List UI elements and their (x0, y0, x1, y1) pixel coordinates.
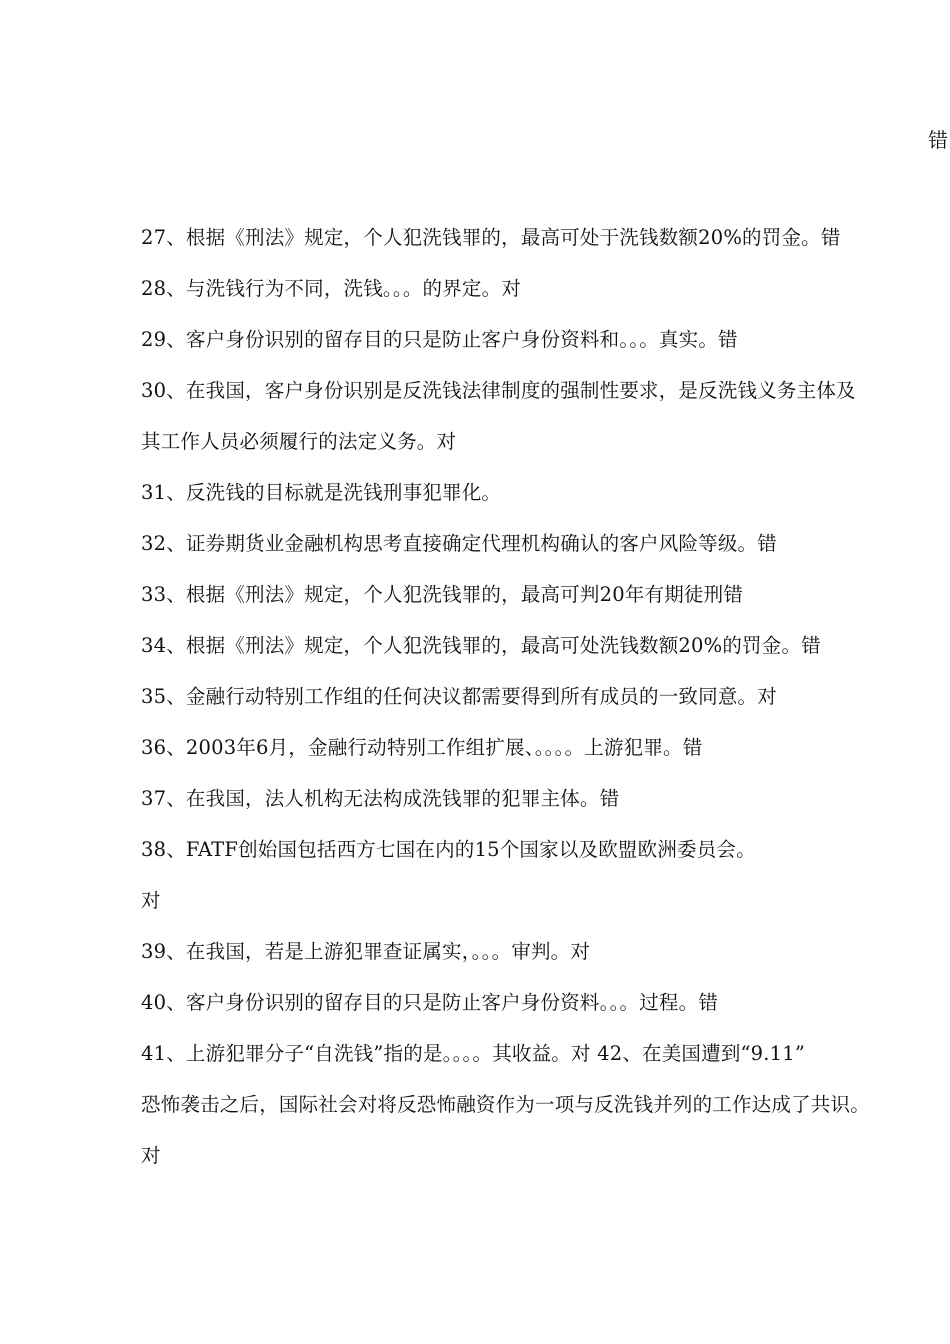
text-line: 37、在我国，法人机构无法构成洗钱罪的犯罪主体。错 (141, 787, 620, 810)
text-line: 对 (141, 889, 161, 912)
text-line: 其工作人员必须履行的法定义务。对 (141, 430, 457, 453)
text-line: 30、在我国，客户身份识别是反洗钱法律制度的强制性要求，是反洗钱义务主体及 (141, 379, 856, 402)
text-line: 36、2003年6月，金融行动特别工作组扩展、。。。。上游犯罪。错 (141, 736, 703, 759)
text-line: 39、在我国，若是上游犯罪查证属实，。。。审判。对 (141, 940, 591, 963)
question-list (141, 224, 950, 1193)
text-line: 27、根据《刑法》规定，个人犯洗钱罪的，最高可处于洗钱数额20%的罚金。错 (141, 226, 841, 249)
text-line: 31、反洗钱的目标就是洗钱刑事犯罪化。 (141, 481, 502, 504)
text-line: 34、根据《刑法》规定，个人犯洗钱罪的，最高可处洗钱数额20%的罚金。错 (141, 634, 821, 657)
text-line: 38、FATF创始国包括西方七国在内的15个国家以及欧盟欧洲委员会。 (141, 838, 756, 861)
top-answer-mark: 错 (928, 128, 948, 152)
text-line: 33、根据《刑法》规定，个人犯洗钱罪的，最高可判20年有期徒刑错 (141, 583, 744, 606)
text-line: 对 (141, 1144, 161, 1167)
text-line: 32、证券期货业金融机构思考直接确定代理机构确认的客户风险等级。错 (141, 532, 777, 555)
text-line: 40、客户身份识别的留存目的只是防止客户身份资料。。。过程。错 (141, 991, 719, 1014)
text-line: 恐怖袭击之后，国际社会对将反恐怖融资作为一项与反洗钱并列的工作达成了共识。 (141, 1093, 870, 1116)
text-line: 41、上游犯罪分子“自洗钱”指的是。。。。其收益。对 42、在美国遭到“9.11” (141, 1042, 806, 1065)
text-line: 29、客户身份识别的留存目的只是防止客户身份资料和。。。真实。错 (141, 328, 738, 351)
text-line: 35、金融行动特别工作组的任何决议都需要得到所有成员的一致同意。对 (141, 685, 777, 708)
text-line: 28、与洗钱行为不同，洗钱。。。的界定。对 (141, 277, 522, 300)
